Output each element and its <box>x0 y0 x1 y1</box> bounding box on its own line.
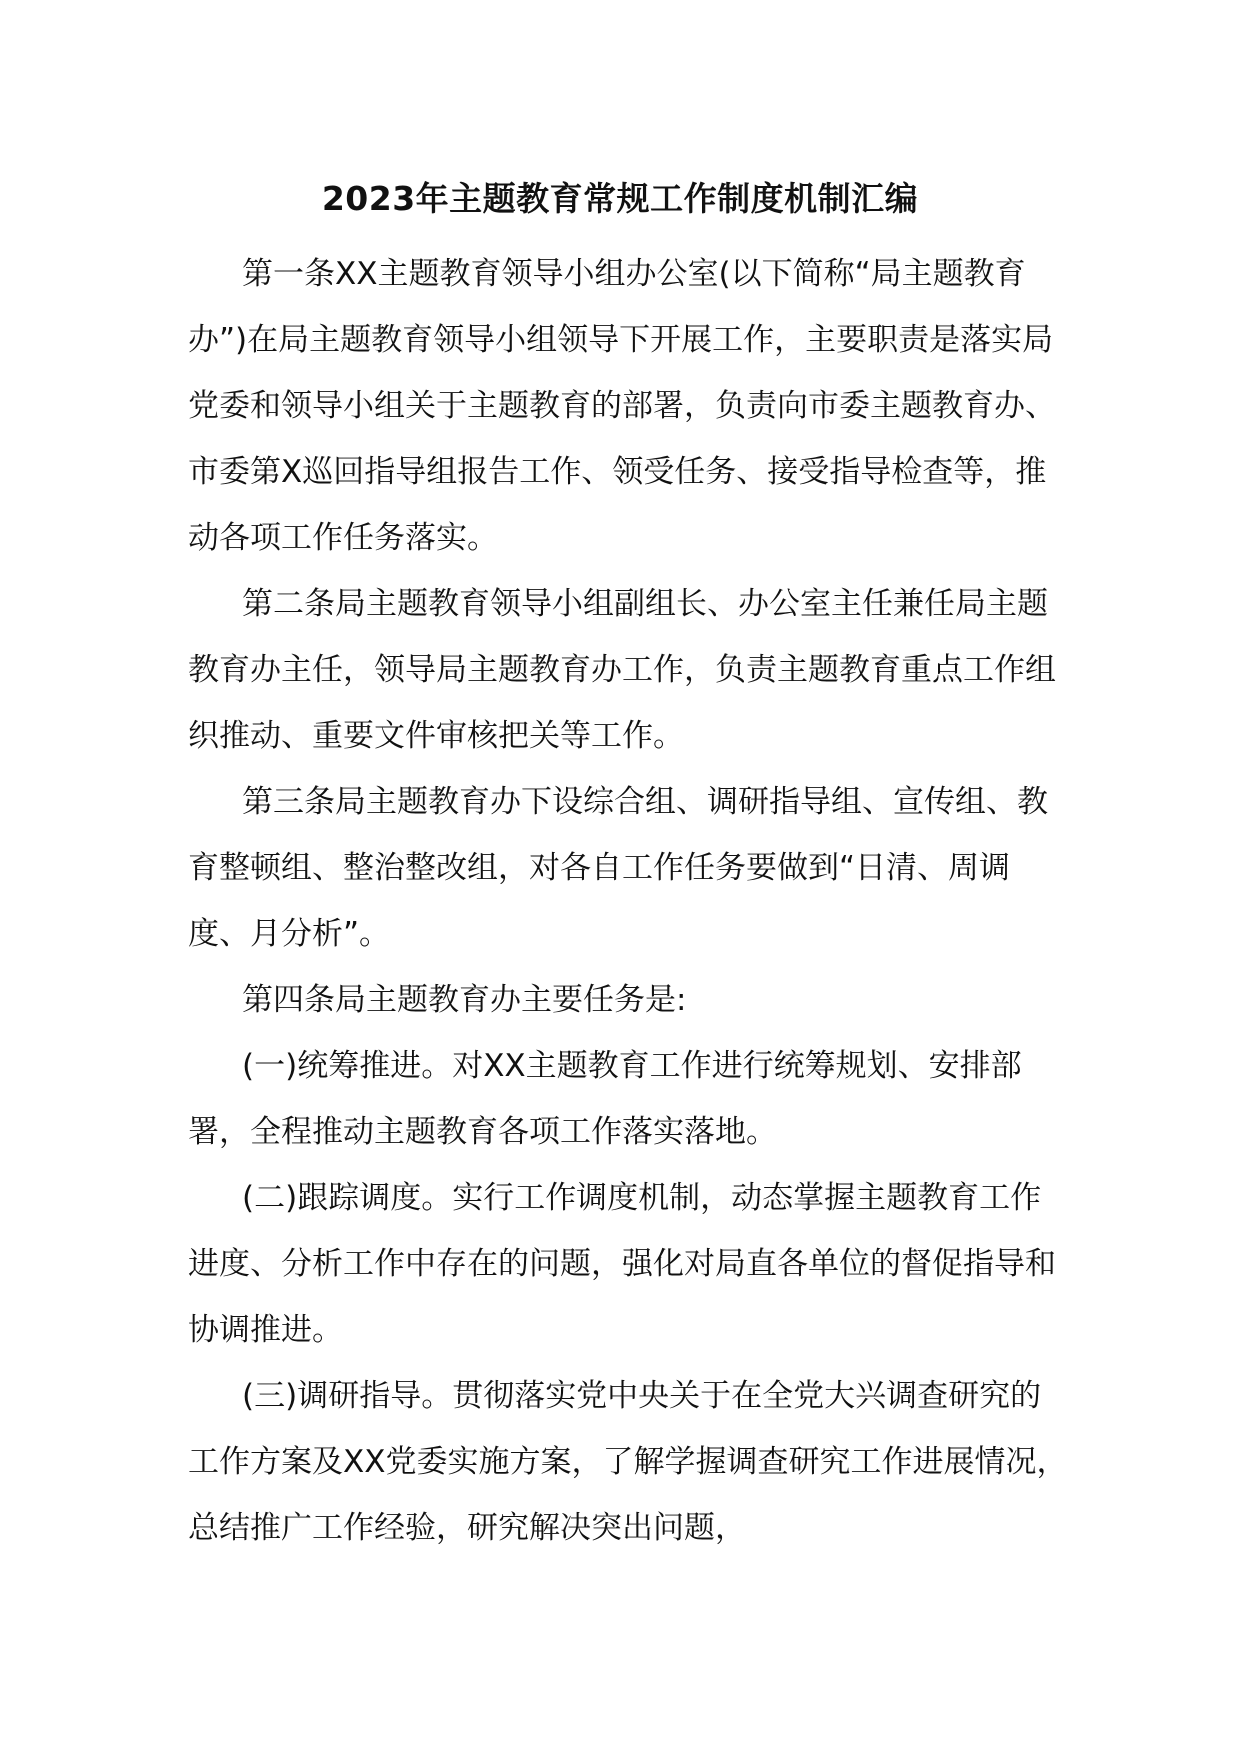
paragraph-article-1: 第一条XX主题教育领导小组办公室(以下简称“局主题教育办”)在局主题教育领导小组领导下开展工作，主要职责是落实局党委和领导小组关于主题教育的部署，负责向市委主题教育办、市委第X巡回指导组报告工作、领受任务、接受指导检查等，推动各项工作任务落实。 <box>188 256 1056 556</box>
paragraph-item-2: (二)跟踪调度。实行工作调度机制，动态掌握主题教育工作进度、分析工作中存在的问题，强化对局直各单位的督促指导和协调推进。 <box>188 1180 1056 1348</box>
paragraph-item-3: (三)调研指导。贯彻落实党中央关于在全党大兴调查研究的工作方案及XX党委实施方案，了解学握调查研究工作进展情况，总结推广工作经验，研究解决突出问题， <box>188 1378 1068 1546</box>
document-title: 2023年主题教育常规工作制度机制汇编 <box>321 179 919 218</box>
paragraph-item-1: (一)统筹推进。对XX主题教育工作进行统筹规划、安排部署，全程推动主题教育各项工作落实落地。 <box>188 1048 1022 1150</box>
paragraph-article-3: 第三条局主题教育办下设综合组、调研指导组、宣传组、教育整顿组、整治整改组，对各自工作任务要做到“日清、周调度、月分析”。 <box>188 784 1048 952</box>
paragraph-article-2: 第二条局主题教育领导小组副组长、办公室主任兼任局主题教育办主任，领导局主题教育办工作，负责主题教育重点工作组织推动、重要文件审核把关等工作。 <box>188 586 1056 754</box>
document-body <box>188 241 1068 1561</box>
paragraph-article-4: 第四条局主题教育办主要任务是: <box>242 982 687 1018</box>
